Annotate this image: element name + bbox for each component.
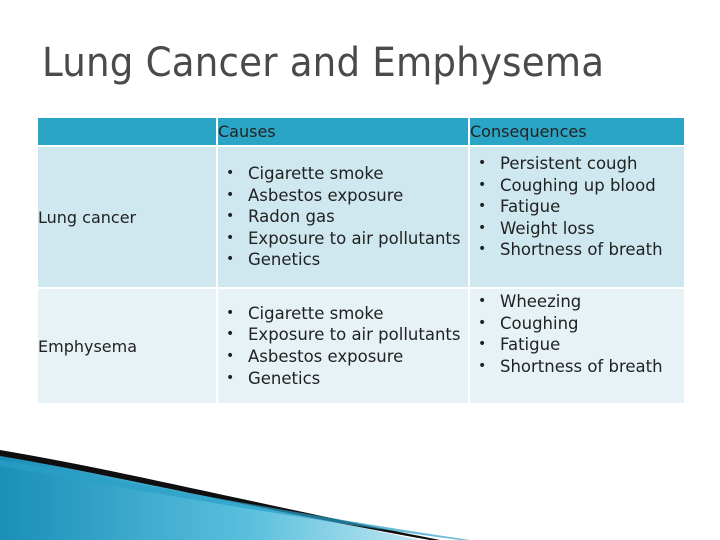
header-empty-cell bbox=[37, 117, 217, 146]
causes-list bbox=[218, 163, 468, 271]
slide-title: Lung Cancer and Emphysema bbox=[42, 40, 605, 86]
causes-consequences-table bbox=[36, 116, 686, 405]
header-causes: Causes bbox=[217, 117, 469, 146]
list-item: • Fatigue bbox=[478, 334, 684, 356]
consequences-list bbox=[470, 291, 684, 377]
consequences-cell bbox=[469, 288, 685, 404]
list-item: • Exposure to air pollutants bbox=[226, 324, 468, 346]
causes-cell bbox=[217, 146, 469, 288]
list-item: • Exposure to air pollutants bbox=[226, 228, 468, 250]
row-label: Emphysema bbox=[37, 288, 217, 404]
list-item: • Cigarette smoke bbox=[226, 163, 468, 185]
causes-cell bbox=[217, 288, 469, 404]
header-consequences: Consequences bbox=[469, 117, 685, 146]
list-item: • Coughing bbox=[478, 313, 684, 335]
list-item: • Genetics bbox=[226, 249, 468, 271]
table-row-emphysema bbox=[37, 288, 685, 404]
list-item: • Shortness of breath bbox=[478, 356, 684, 378]
list-item: • Coughing up blood bbox=[478, 175, 684, 197]
list-item: • Cigarette smoke bbox=[226, 303, 468, 325]
list-item: • Asbestos exposure bbox=[226, 185, 468, 207]
list-item: • Fatigue bbox=[478, 196, 684, 218]
consequences-cell bbox=[469, 146, 685, 288]
list-item: • Persistent cough bbox=[478, 153, 684, 175]
row-label: Lung cancer bbox=[37, 146, 217, 288]
list-item: • Wheezing bbox=[478, 291, 684, 313]
list-item: • Asbestos exposure bbox=[226, 346, 468, 368]
list-item: • Weight loss bbox=[478, 218, 684, 240]
table-row-lung-cancer bbox=[37, 146, 685, 288]
decorative-swoosh bbox=[0, 450, 720, 540]
causes-list bbox=[218, 303, 468, 389]
list-item: • Shortness of breath bbox=[478, 239, 684, 261]
list-item: • Radon gas bbox=[226, 206, 468, 228]
consequences-list bbox=[470, 153, 684, 261]
table-header-row bbox=[37, 117, 685, 146]
list-item: • Genetics bbox=[226, 368, 468, 390]
